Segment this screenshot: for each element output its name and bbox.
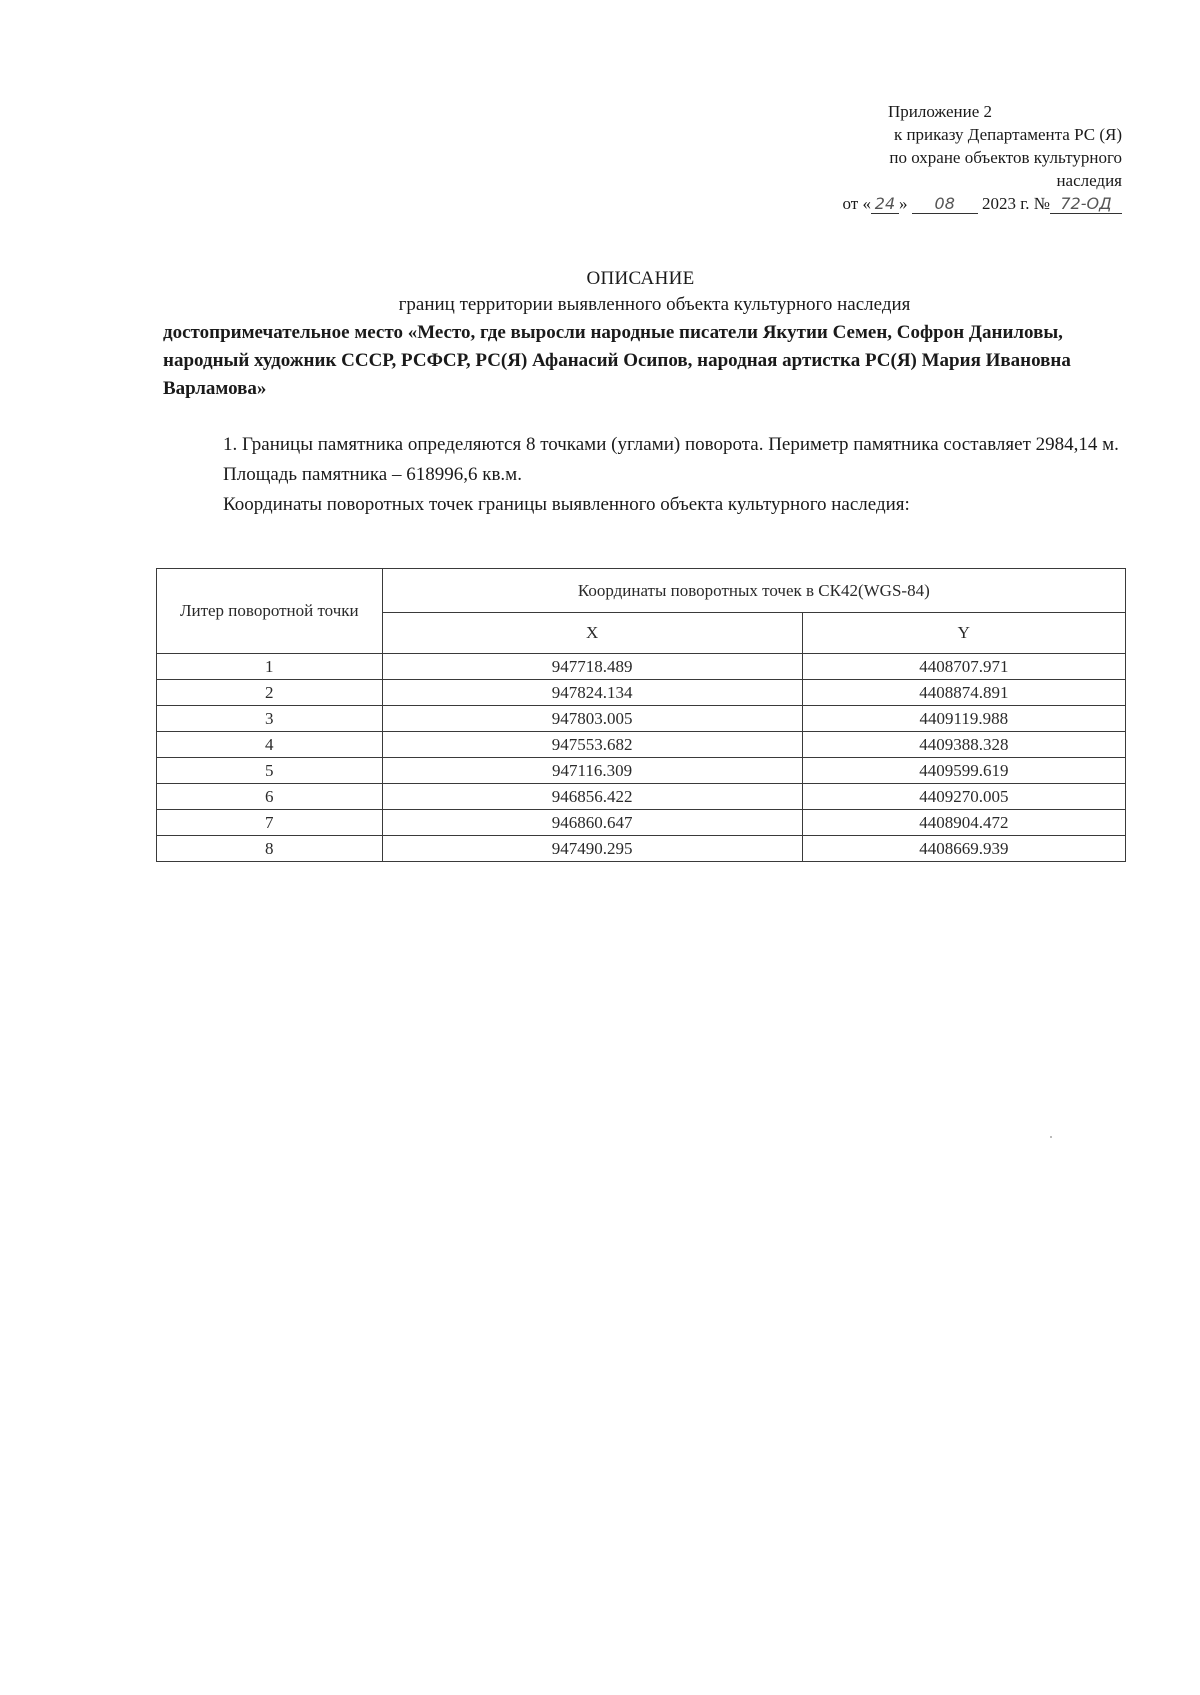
document-title: ОПИСАНИЕ: [586, 268, 695, 289]
row-x: 947803.005: [382, 706, 802, 732]
row-literal: 4: [157, 732, 383, 758]
y-header: Y: [802, 613, 1125, 654]
object-name: достопримечательное место «Место, где выросли народные писатели Якутии Семен, Софрон Даниловы, народный художник СССР, РСФСР, РС(Я) Афанасий Осипов, народная артистка РС(Я) Мария Ивановна Варламова»: [163, 322, 1071, 399]
handwritten-day: 24: [871, 195, 899, 214]
body-text: [163, 432, 1123, 517]
row-y: 4409119.988: [802, 706, 1125, 732]
table-row: [157, 836, 1126, 862]
row-y: 4409388.328: [802, 732, 1125, 758]
appendix-line-1: к приказу Департамента РС (Я): [893, 125, 1122, 144]
row-literal: 5: [157, 758, 383, 784]
appendix-line-2: по охране объектов культурного: [889, 148, 1122, 167]
row-x: 947553.682: [382, 732, 802, 758]
row-x: 947116.309: [382, 758, 802, 784]
row-literal: 3: [157, 706, 383, 732]
row-y: 4409599.619: [802, 758, 1125, 784]
appendix-header: [790, 100, 1122, 215]
row-y: 4408707.971: [802, 654, 1125, 680]
row-y: 4408904.472: [802, 810, 1125, 836]
date-year: 2023 г. №: [981, 194, 1050, 213]
table-row: [157, 758, 1126, 784]
row-y: 4408669.939: [802, 836, 1125, 862]
table-row: [157, 784, 1126, 810]
table-row: [157, 706, 1126, 732]
row-literal: 2: [157, 680, 383, 706]
coordinates-intro-paragraph: Координаты поворотных точек границы выявленного объекта культурного наследия:: [223, 494, 910, 515]
row-x: 947824.134: [382, 680, 802, 706]
table-header-row: [157, 569, 1126, 613]
row-literal: 8: [157, 836, 383, 862]
row-literal: 6: [157, 784, 383, 810]
coords-header: Координаты поворотных точек в СК42(WGS-84): [382, 569, 1125, 613]
table-row: [157, 654, 1126, 680]
area-paragraph: Площадь памятника – 618996,6 кв.м.: [223, 464, 522, 485]
row-x: 946860.647: [382, 810, 802, 836]
perimeter-paragraph: 1. Границы памятника определяются 8 точками (углами) поворота. Периметр памятника составляет 2984,14 м.: [223, 434, 1119, 455]
order-date-line: [790, 192, 1122, 215]
appendix-line-3: наследия: [1056, 171, 1122, 190]
document-heading: [163, 266, 1118, 403]
table-row: [157, 810, 1126, 836]
literal-header: Литер поворотной точки: [157, 569, 383, 654]
scan-speck: [1050, 1136, 1052, 1138]
date-prefix: от «: [842, 194, 871, 213]
document-subtitle: границ территории выявленного объекта культурного наследия: [398, 294, 911, 315]
date-close: »: [898, 194, 908, 213]
appendix-title: Приложение 2: [888, 102, 992, 121]
row-y: 4408874.891: [802, 680, 1125, 706]
row-x: 947490.295: [382, 836, 802, 862]
row-y: 4409270.005: [802, 784, 1125, 810]
handwritten-month: 08: [912, 195, 978, 214]
handwritten-order-number: 72-ОД: [1050, 195, 1122, 214]
row-x: 946856.422: [382, 784, 802, 810]
row-x: 947718.489: [382, 654, 802, 680]
x-header: X: [382, 613, 802, 654]
row-literal: 1: [157, 654, 383, 680]
table-row: [157, 732, 1126, 758]
row-literal: 7: [157, 810, 383, 836]
table-row: [157, 680, 1126, 706]
coordinates-table: [156, 568, 1126, 862]
